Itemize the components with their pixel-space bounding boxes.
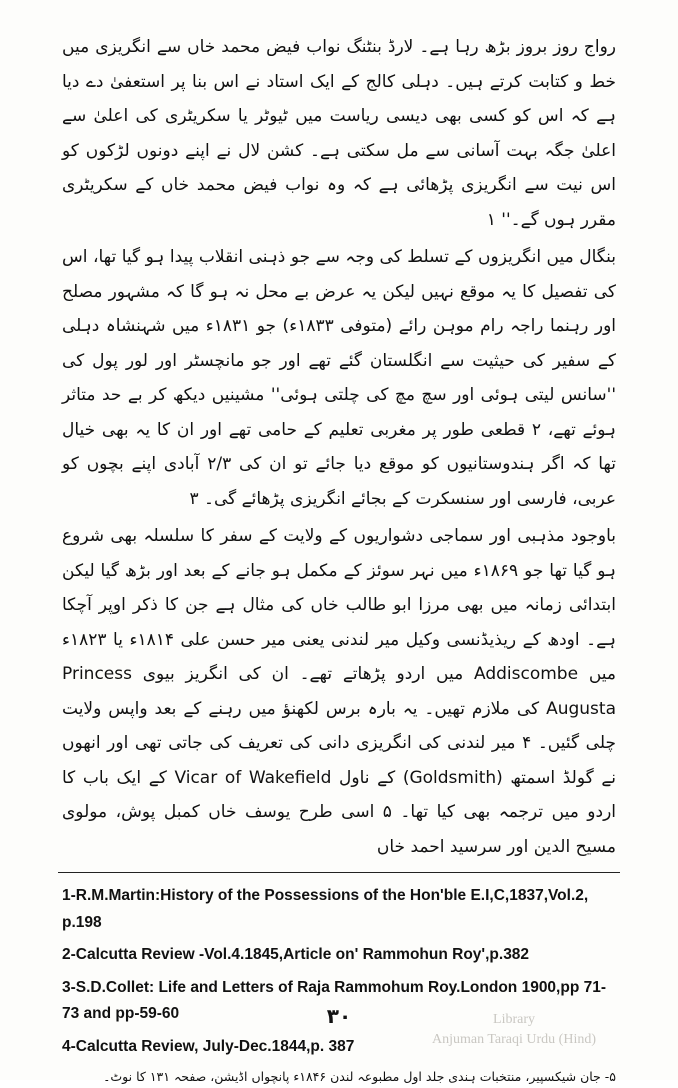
body-paragraph-3: باوجود مذہبی اور سماجی دشواریوں کے ولایت کے سفر کا سلسلہ بھی شروع ہو گیا تھا جو ۱۸۶۹ء میں نہر سوئز کے مکمل ہو جانے کے بعد اور بڑھ گیا لیکن ابتدائی زمانہ میں بھی مرزا ابو طالب خاں کی مثال ہے جن کا ذکر اوپر آچکا ہے۔ اودھ کے ریذیڈنسی وکیل میر لندنی یعنی میر حسن علی ۱۸۱۴ء یا ۱۸۲۳ء میں Addiscombe میں اردو پڑھاتے تھے۔ ان کی انگریز بیوی Princess Augusta کی ملازم تھیں۔ یہ بارہ برس لکھنؤ میں رہنے کے بعد واپس ولایت چلی گئیں۔ ۴ میر لندنی کی انگریزی دانی کی تعریف کی جاتی تھی اور انھوں نے گولڈ اسمتھ (Goldsmith) کے ناول Vicar of Wakefield کے ایک باب کا اردو میں ترجمہ بھی کیا تھا۔ ۵ اسی طرح یوسف خاں کمبل پوش، مولوی مسیح الدین اور سرسید احمد خاں bbox=[62, 526, 617, 857]
footnote-1: 1-R.M.Martin:History of the Possessions of the Hon'ble E.I,C,1837,Vol.2, p.198 bbox=[62, 887, 589, 931]
bleed-through-line-2: Anjuman Taraqi Urdu (Hind) bbox=[432, 1032, 597, 1047]
bleed-through-stamp bbox=[432, 1010, 596, 1050]
footnotes-section bbox=[62, 883, 616, 1088]
footnote-2: 2-Calcutta Review -Vol.4.1845,Article on' Rammohun Roy',p.382 bbox=[62, 946, 530, 963]
footnote-divider bbox=[58, 872, 620, 873]
bleed-through-line-1: Library bbox=[493, 1012, 535, 1027]
footnote-4: 4-Calcutta Review, July-Dec.1844,p. 387 bbox=[62, 1037, 355, 1055]
footnote-5-urdu: ۵- جان شیکسپیر، منتخبات ہندی جلد اول مطبوعہ لندن ۱۸۴۶ء پانچواں اڈیشن، صفحہ ۱۳۱ کا نوٹ۔ bbox=[103, 1069, 616, 1084]
page-number: ۳۰ bbox=[326, 1004, 352, 1028]
body-paragraph-1: رواج روز بروز بڑھ رہا ہے۔ لارڈ بنٹنگ نواب فیض محمد خاں سے انگریزی میں خط و کتابت کرتے ہیں۔ دہلی کالج کے ایک استاد نے اس بنا پر استعفیٰ دے دیا ہے کہ اس کو کسی بھی دیسی ریاست میں ٹیوٹر یا سکریٹری کی اعلیٰ سے اعلیٰ جگہ بہت آسانی سے مل سکتی ہے۔ کشن لال نے اپنے دونوں لڑکوں کو اس نیت سے انگریزی پڑھائی ہے کہ وہ نواب فیض محمد خاں کے سکریٹری مقرر ہوں گے۔'' ۱ bbox=[62, 37, 616, 230]
footnote-3: 3-S.D.Collet: Life and Letters of Raja Rammohum Roy.London 1900,pp 71-73 and pp-59-60 bbox=[62, 978, 607, 1022]
body-paragraph-2: بنگال میں انگریزوں کے تسلط کی وجہ سے جو ذہنی انقلاب پیدا ہو گیا تھا، اس کی تفصیل کا یہ موقع نہیں لیکن یہ عرض بے محل نہ ہو گا کہ مشہور مصلح اور رہنما راجہ رام موہن رائے (متوفی ۱۸۳۳ء) جو ۱۸۳۱ء میں شہنشاہ دہلی کے سفیر کی حیثیت سے انگلستان گئے تھے اور جو مانچسٹر اور لور پول کی ''سانس لیتی ہوئی اور سچ مچ کی چلتی ہوئی'' مشینیں دیکھ کر بے حد متاثر ہوئے تھے، ۲ قطعی طور پر مغربی تعلیم کے حامی تھے اور ان کا یہ بھی خیال تھا کہ اگر ہندوستانیوں کو موقع دیا جائے تو ان کی ۲/۳ آبادی اپنے بچوں کو عربی، فارسی اور سنسکرت کے بجائے انگریزی پڑھائے گی۔ ۳ bbox=[62, 247, 617, 509]
